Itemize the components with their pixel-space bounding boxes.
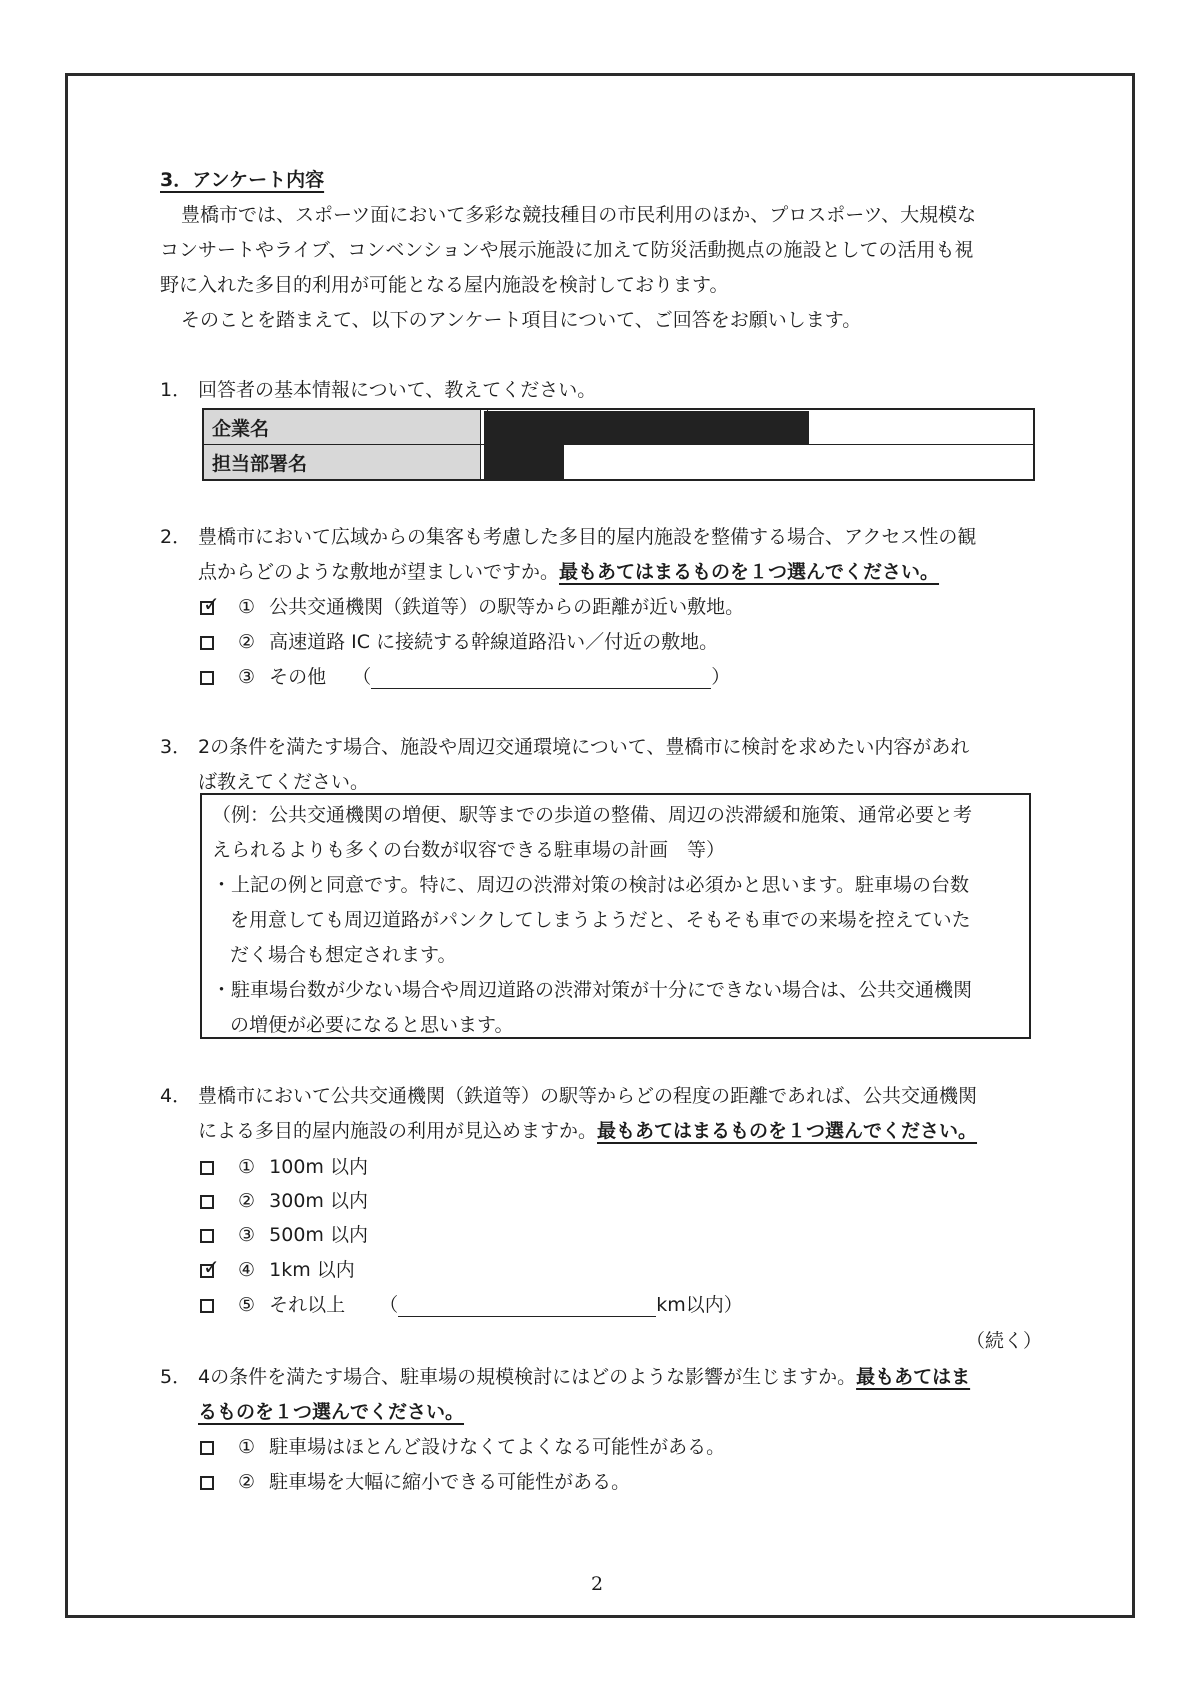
q4-number: 4． xyxy=(160,1085,192,1107)
q4-option-5[interactable]: ⑤ それ以上 （ km以内） xyxy=(200,1293,743,1317)
q4-option-1[interactable]: ① 100m 以内 xyxy=(200,1155,368,1179)
continued-label: （続く） xyxy=(966,1330,1043,1352)
q2-line-2: 点からどのような敷地が望ましいですか。最もあてはまるものを１つ選んでください。 xyxy=(198,561,940,583)
check-mark-icon: ✓ xyxy=(203,591,220,616)
redaction-block xyxy=(484,444,564,480)
checkbox[interactable] xyxy=(200,636,214,650)
page-number: 2 xyxy=(591,1573,604,1595)
checkbox[interactable] xyxy=(200,671,214,685)
intro-line-2: コンサートやライブ、コンベンションや展示施設に加えて防災活動拠点の施設としての活用も視 xyxy=(160,239,974,261)
q1-text: 回答者の基本情報について、教えてください。 xyxy=(198,379,597,401)
checkbox-checked[interactable] xyxy=(200,1254,220,1279)
checkbox[interactable] xyxy=(200,1161,214,1175)
q4-line-2: による多目的屋内施設の利用が見込めますか。最もあてはまるものを１つ選んでください。 xyxy=(198,1120,978,1142)
checkbox[interactable] xyxy=(200,1195,214,1209)
q3-answer-2-line-2: の増便が必要になると思います。 xyxy=(230,1014,514,1036)
q5-instruction-part-1: 最もあてはま xyxy=(856,1366,971,1388)
intro-line-1: 豊橋市では、スポーツ面において多彩な競技種目の市民利用のほか、プロスポーツ、大規模な xyxy=(181,204,977,226)
department-name-field[interactable] xyxy=(488,445,1035,481)
other-input[interactable] xyxy=(371,668,711,689)
q3-answer-2-line-1: ・駐車場台数が少ない場合や周辺道路の渋滞対策が十分にできない場合は、公共交通機関 xyxy=(212,979,973,1001)
q5-number: 5． xyxy=(160,1366,192,1388)
q4-option-4[interactable]: ✓ ④ 1km 以内 xyxy=(200,1258,355,1282)
q4-line-1: 豊橋市において公共交通機関（鉄道等）の駅等からどの程度の距離であれば、公共交通機関 xyxy=(198,1085,978,1107)
distance-input[interactable] xyxy=(398,1296,656,1317)
company-name-label: 企業名 xyxy=(203,409,481,445)
checkbox[interactable] xyxy=(200,1476,214,1490)
q2-instruction: 最もあてはまるものを１つ選んでください。 xyxy=(559,561,940,583)
redaction-block xyxy=(484,411,809,444)
q3-number: 3． xyxy=(160,736,192,758)
q3-answer-1-line-3: だく場合も想定されます。 xyxy=(230,944,457,966)
q3-example-line-1: （例：公共交通機関の増便、駅等までの歩道の整備、周辺の渋滞緩和施策、通常必要と考 xyxy=(212,804,973,826)
q3-example-line-2: えられるよりも多くの台数が収容できる駐車場の計画 等） xyxy=(212,839,726,861)
intro-line-3: 野に入れた多目的利用が可能となる屋内施設を検討しております。 xyxy=(160,274,729,296)
q3-answer-1-line-2: を用意しても周辺道路がパンクしてしまうようだと、そもそも車での来場を控えていた xyxy=(230,909,971,931)
q5-line-1: 4の条件を満たす場合、駐車場の規模検討にはどのような影響が生じますか。最もあてはま xyxy=(198,1366,971,1388)
q5-option-1[interactable]: ① 駐車場はほとんど設けなくてよくなる可能性がある。 xyxy=(200,1435,725,1459)
q3-line-2: ば教えてください。 xyxy=(198,771,370,793)
checkbox-checked[interactable] xyxy=(200,591,220,616)
q3-line-1: 2の条件を満たす場合、施設や周辺交通環境について、豊橋市に検討を求めたい内容があれ xyxy=(198,736,970,758)
q1-number: 1． xyxy=(160,379,192,401)
q2-option-3[interactable]: ③ その他 （ ） xyxy=(200,665,730,689)
q2-number: 2． xyxy=(160,526,192,548)
checkbox[interactable] xyxy=(200,1229,214,1243)
q4-option-2[interactable]: ② 300m 以内 xyxy=(200,1189,368,1213)
department-name-label: 担当部署名 xyxy=(203,445,481,481)
checkbox[interactable] xyxy=(200,1441,214,1455)
q4-option-3[interactable]: ③ 500m 以内 xyxy=(200,1223,368,1247)
q2-option-1[interactable]: ✓ ① 公共交通機関（鉄道等）の駅等からの距離が近い敷地。 xyxy=(200,595,744,619)
check-mark-icon: ✓ xyxy=(203,1254,220,1279)
q2-line-1: 豊橋市において広域からの集客も考慮した多目的屋内施設を整備する場合、アクセス性の観 xyxy=(198,526,977,548)
section-heading: 3．アンケート内容 xyxy=(160,169,325,191)
q4-instruction: 最もあてはまるものを１つ選んでください。 xyxy=(597,1120,978,1142)
q3-answer-1-line-1: ・上記の例と同意です。特に、周辺の渋滞対策の検討は必須かと思います。駐車場の台数 xyxy=(212,874,969,896)
checkbox[interactable] xyxy=(200,1299,214,1313)
intro-line-4: そのことを踏まえて、以下のアンケート項目について、ご回答をお願いします。 xyxy=(181,309,862,331)
q5-instruction-part-2: るものを１つ選んでください。 xyxy=(198,1401,465,1423)
q5-option-2[interactable]: ② 駐車場を大幅に縮小できる可能性がある。 xyxy=(200,1470,630,1494)
table-row xyxy=(203,445,1034,481)
q2-option-2[interactable]: ② 高速道路 IC に接続する幹線道路沿い／付近の敷地。 xyxy=(200,630,718,654)
